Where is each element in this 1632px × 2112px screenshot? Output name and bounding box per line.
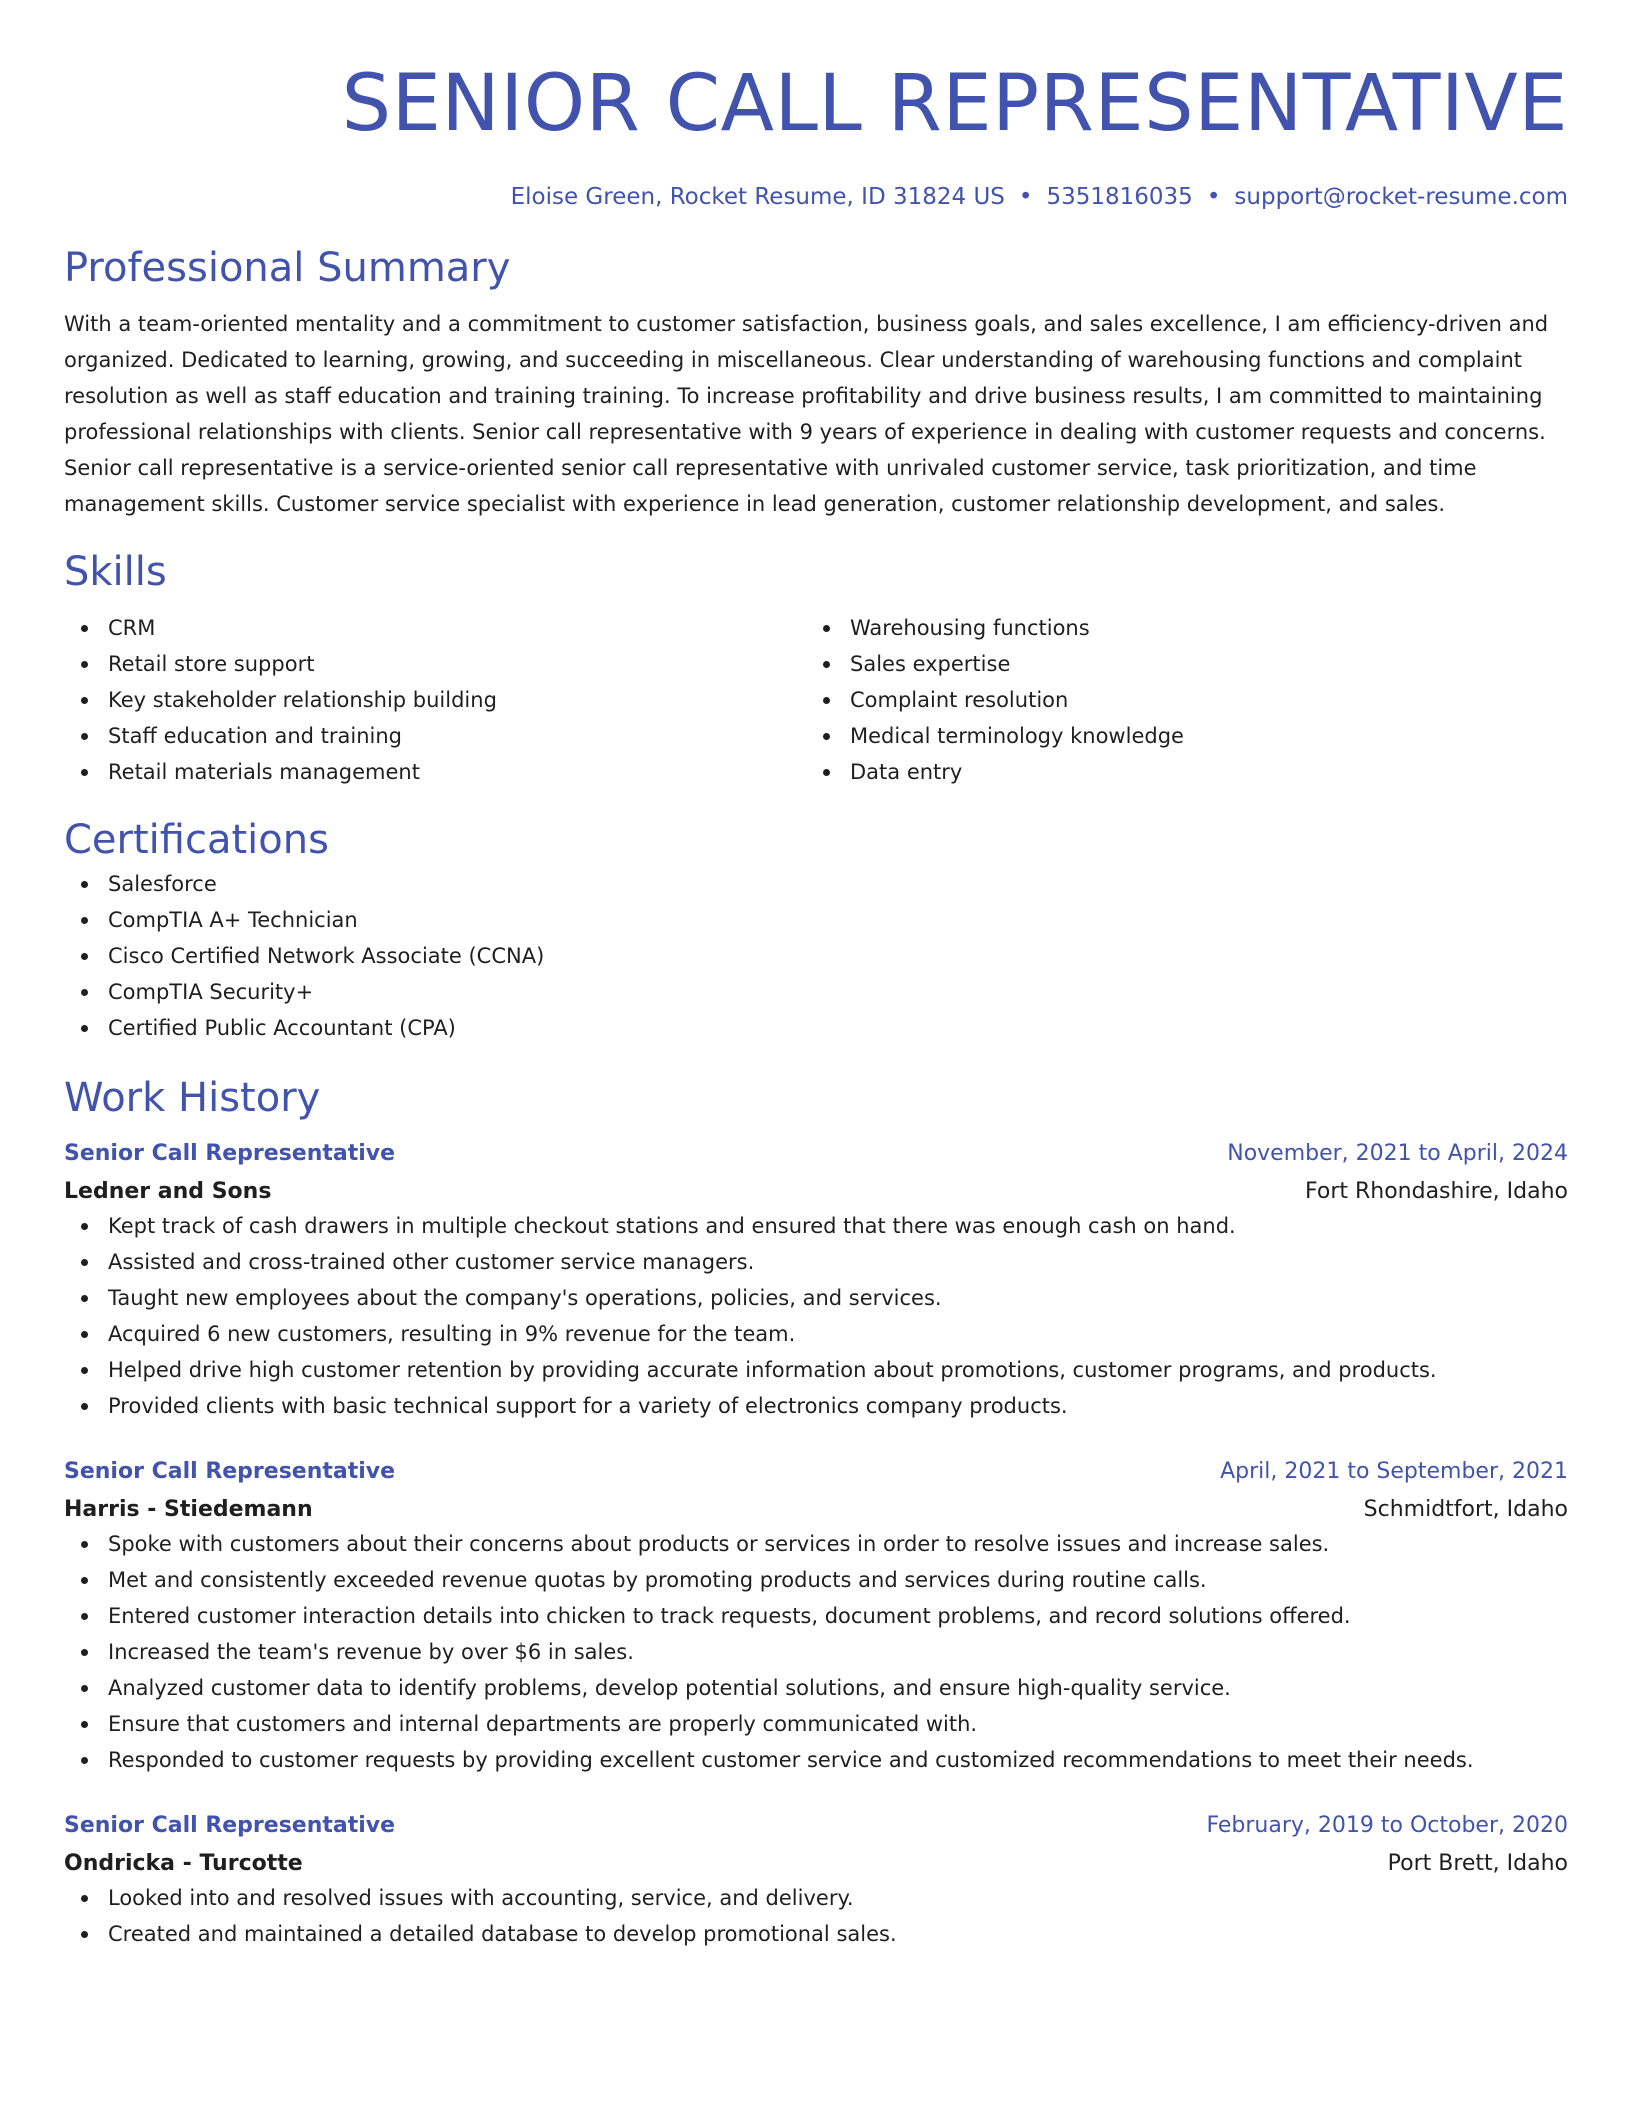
skill-item: Warehousing functions xyxy=(806,610,1548,646)
job-bullet: Assisted and cross-trained other customer service managers. xyxy=(64,1244,1568,1280)
job-bullets xyxy=(64,1880,1568,1952)
job-company: Ondricka - Turcotte xyxy=(64,1851,303,1876)
job-entry xyxy=(64,1456,1568,1778)
certifications-list xyxy=(64,866,1568,1046)
job-role: Senior Call Representative xyxy=(64,1813,396,1838)
work-history-heading: Work History xyxy=(64,1075,321,1121)
separator-dot: • xyxy=(1018,184,1033,210)
summary-text: With a team-oriented mentality and a commitment to customer satisfaction, business goals, and sales excellence, I am efficiency-driven and organized. Dedicated to learning, growing, and succeeding in miscellaneous. Clear understanding of warehousing functions and complaint resolution as well as staff education and training training. To increase profitability and drive business results, I am committed to maintaining professional relationships with clients. Senior call representative with 9 years of experience in dealing with customer requests and concerns. Senior call representative is a service-oriented senior call representative with unrivaled customer service, task prioritization, and time management skills. Customer service specialist with experience in lead generation, customer relationship development, and sales. xyxy=(64,312,1549,516)
skill-item: Data entry xyxy=(806,754,1548,790)
skill-item: CRM xyxy=(64,610,806,646)
skills-grid xyxy=(64,610,1568,790)
summary-heading: Professional Summary xyxy=(64,245,511,291)
skills-heading: Skills xyxy=(64,549,167,595)
resume-page xyxy=(64,0,1568,1952)
contact-address: Eloise Green, Rocket Resume, ID 31824 US xyxy=(510,184,1005,210)
job-location: Port Brett, Idaho xyxy=(1387,1851,1568,1876)
job-dates: February, 2019 to October, 2020 xyxy=(1206,1813,1568,1838)
job-bullet: Taught new employees about the company's operations, policies, and services. xyxy=(64,1280,1568,1316)
job-bullet: Increased the team's revenue by over $6 in sales. xyxy=(64,1634,1568,1670)
job-subheader xyxy=(64,1494,1568,1526)
job-subheader xyxy=(64,1848,1568,1880)
job-bullet: Provided clients with basic technical support for a variety of electronics company products. xyxy=(64,1388,1568,1424)
job-entry xyxy=(64,1810,1568,1952)
contact-email: support@rocket-resume.com xyxy=(1234,184,1568,210)
skills-list-right xyxy=(806,610,1548,790)
skills-list-left xyxy=(64,610,806,790)
job-bullet: Analyzed customer data to identify problems, develop potential solutions, and ensure high-quality service. xyxy=(64,1670,1568,1706)
skill-item: Staff education and training xyxy=(64,718,806,754)
job-bullet: Met and consistently exceeded revenue quotas by promoting products and services during routine calls. xyxy=(64,1562,1568,1598)
certification-item: CompTIA Security+ xyxy=(64,974,1568,1010)
job-location: Fort Rhondashire, Idaho xyxy=(1304,1179,1568,1204)
job-company: Harris - Stiedemann xyxy=(64,1497,313,1522)
job-bullets xyxy=(64,1208,1568,1424)
skill-item: Complaint resolution xyxy=(806,682,1548,718)
job-role: Senior Call Representative xyxy=(64,1459,396,1484)
certification-item: CompTIA A+ Technician xyxy=(64,902,1568,938)
job-company: Ledner and Sons xyxy=(64,1179,272,1204)
job-bullet: Responded to customer requests by providing excellent customer service and customized recommendations to meet their needs. xyxy=(64,1742,1568,1778)
job-dates: November, 2021 to April, 2024 xyxy=(1227,1141,1568,1166)
job-bullet: Ensure that customers and internal departments are properly communicated with. xyxy=(64,1706,1568,1742)
certification-item: Certified Public Accountant (CPA) xyxy=(64,1010,1568,1046)
resume-title: SENIOR CALL REPRESENTATIVE xyxy=(341,59,1568,149)
job-header xyxy=(64,1810,1568,1842)
job-location: Schmidtfort, Idaho xyxy=(1363,1497,1568,1522)
skill-item: Retail store support xyxy=(64,646,806,682)
job-header xyxy=(64,1456,1568,1488)
certifications-heading: Certifications xyxy=(64,817,329,863)
certification-item: Salesforce xyxy=(64,866,1568,902)
skill-item: Key stakeholder relationship building xyxy=(64,682,806,718)
job-role: Senior Call Representative xyxy=(64,1141,396,1166)
job-bullet: Acquired 6 new customers, resulting in 9% revenue for the team. xyxy=(64,1316,1568,1352)
job-bullets xyxy=(64,1526,1568,1778)
job-entry xyxy=(64,1138,1568,1424)
certification-item: Cisco Certified Network Associate (CCNA) xyxy=(64,938,1568,974)
contact-line xyxy=(64,182,1568,212)
job-bullet: Kept track of cash drawers in multiple checkout stations and ensured that there was enough cash on hand. xyxy=(64,1208,1568,1244)
job-subheader xyxy=(64,1176,1568,1208)
skill-item: Retail materials management xyxy=(64,754,806,790)
contact-phone: 5351816035 xyxy=(1046,184,1193,210)
job-header xyxy=(64,1138,1568,1170)
job-bullet: Helped drive high customer retention by providing accurate information about promotions, customer programs, and products. xyxy=(64,1352,1568,1388)
job-bullet: Spoke with customers about their concerns about products or services in order to resolve issues and increase sales. xyxy=(64,1526,1568,1562)
separator-dot: • xyxy=(1206,184,1221,210)
job-dates: April, 2021 to September, 2021 xyxy=(1220,1459,1568,1484)
skill-item: Medical terminology knowledge xyxy=(806,718,1548,754)
job-bullet: Created and maintained a detailed database to develop promotional sales. xyxy=(64,1916,1568,1952)
skill-item: Sales expertise xyxy=(806,646,1548,682)
job-bullet: Entered customer interaction details into chicken to track requests, document problems, and record solutions offered. xyxy=(64,1598,1568,1634)
job-bullet: Looked into and resolved issues with accounting, service, and delivery. xyxy=(64,1880,1568,1916)
